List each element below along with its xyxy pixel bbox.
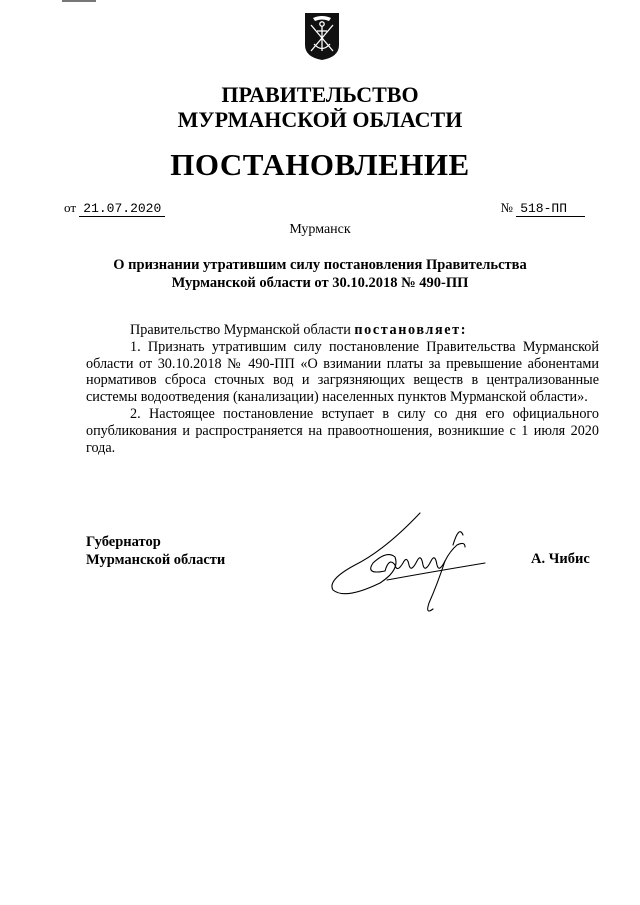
signer-position (86, 533, 225, 569)
signer-position-line-1: Губернатор (86, 534, 161, 550)
document-type: ПОСТАНОВЛЕНИЕ (170, 147, 470, 182)
number-value: 518-ПП (516, 201, 585, 217)
intro-text: Правительство Мурманской области (130, 322, 351, 338)
city: Мурманск (289, 222, 351, 237)
date-value: 21.07.2020 (79, 201, 165, 217)
handwritten-signature-icon (325, 505, 495, 620)
number-prefix: № (500, 200, 513, 215)
title-line-2: Мурманской области от 30.10.2018 № 490-ПП (171, 275, 469, 291)
paragraph-1: 1. Признать утратившим силу постановление Правительства Мурманской области от 30.10.2018 № 490-ПП «О взимании платы за превышение абонентами нормативов сброса сточных вод и загрязняющих веществ в централизованные системы водоотведения (канализации) населенных пунктов Мурманской области». (86, 338, 599, 406)
murmansk-coat-of-arms-icon (303, 11, 341, 61)
intro-paragraph (86, 322, 599, 339)
paragraph-2: 2. Настоящее постановление вступает в силу со дня его официального опубликования и распространяется на правоотношения, возникшие с 1 июля 2020 года. (86, 405, 599, 456)
org-line-2: МУРМАНСКОЙ ОБЛАСТИ (177, 107, 463, 132)
org-line-1: ПРАВИТЕЛЬСТВО (221, 82, 419, 107)
date-prefix: от (64, 200, 77, 215)
organization-name (0, 82, 640, 132)
document-title (90, 256, 550, 292)
intro-decree: постановляет: (354, 322, 468, 338)
date-field (64, 200, 165, 217)
title-line-1: О признании утратившим силу постановления Правительства (113, 257, 527, 273)
scan-edge-mark (62, 0, 96, 2)
signer-position-line-2: Мурманской области (86, 552, 226, 568)
signer-name: А. Чибис (531, 551, 590, 567)
number-field (501, 200, 585, 217)
document-body (86, 322, 599, 456)
